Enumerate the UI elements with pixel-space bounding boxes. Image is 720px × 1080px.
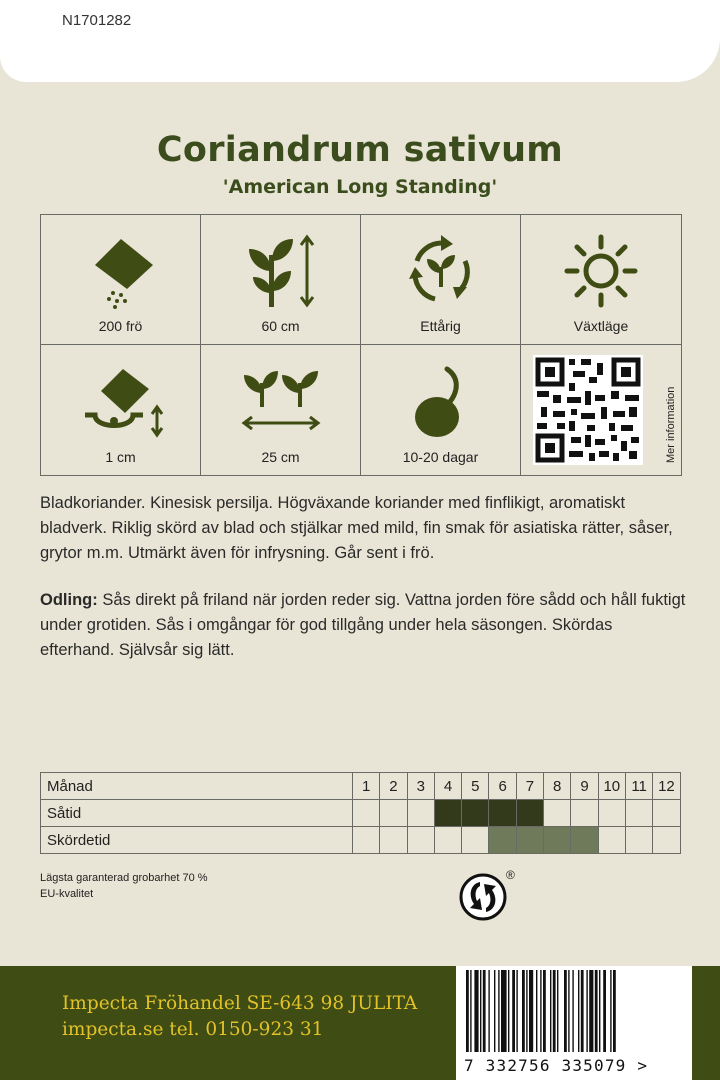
seed-packet-icon	[81, 231, 161, 311]
plant-spacing-label: 25 cm	[261, 449, 300, 465]
barcode-number: 7 332756 335079 >	[456, 1052, 692, 1080]
harvest-time-label: Skördetid	[41, 827, 353, 854]
schedule-cell	[353, 800, 380, 827]
variety-name: 'American Long Standing'	[222, 176, 498, 198]
info-cell-height	[201, 215, 361, 345]
schedule-cell	[407, 800, 434, 827]
month-header: Månad	[41, 773, 353, 800]
sowing-schedule-table	[40, 772, 681, 854]
sowing-time-label: Såtid	[41, 800, 353, 827]
germination-label: 10-20 dagar	[402, 449, 479, 465]
schedule-cell	[380, 827, 407, 854]
eu-quality-label: EU-kvalitet	[40, 888, 94, 900]
schedule-cell-active	[571, 827, 598, 854]
month-cell: 12	[653, 773, 680, 800]
info-cell-lifecycle	[361, 215, 521, 345]
schedule-cell	[544, 800, 571, 827]
info-cell-qr[interactable]	[521, 345, 681, 475]
month-cell: 11	[625, 773, 652, 800]
schedule-cell-active	[544, 827, 571, 854]
position-label: Växtläge	[573, 318, 629, 334]
month-cell: 1	[353, 773, 380, 800]
cultivation-instructions	[40, 588, 690, 663]
company-contact: impecta.se tel. 0150-923 31	[62, 1019, 324, 1040]
schedule-row-sowing	[41, 800, 681, 827]
germination-icon	[401, 361, 481, 441]
schedule-cell-active	[516, 827, 543, 854]
registered-mark: ®	[506, 868, 515, 882]
month-cell: 7	[516, 773, 543, 800]
month-cell: 10	[598, 773, 625, 800]
company-address: Impecta Fröhandel SE-643 98 JULITA	[62, 993, 418, 1014]
schedule-cell-active	[434, 800, 461, 827]
product-code: N1701282	[62, 12, 132, 29]
plant-height-icon	[241, 231, 321, 311]
schedule-cell	[653, 827, 680, 854]
sowing-depth-icon	[71, 361, 171, 441]
month-cell: 2	[380, 773, 407, 800]
month-cell: 8	[544, 773, 571, 800]
cultivation-text: Sås direkt på friland när jorden reder sig. Vattna jorden före sådd och håll fuktigt under grotiden. Sås i omgångar för god tillgång under hela säsongen. Skördas efterhand. Självsår sig lätt.	[40, 591, 686, 659]
month-cell: 3	[407, 773, 434, 800]
schedule-cell-active	[489, 800, 516, 827]
schedule-cell	[353, 827, 380, 854]
info-cell-germination	[361, 345, 521, 475]
lifecycle-label: Ettårig	[420, 318, 461, 334]
plant-spacing-icon	[236, 361, 326, 441]
schedule-cell	[598, 827, 625, 854]
month-cell: 5	[462, 773, 489, 800]
schedule-row-harvest	[41, 827, 681, 854]
schedule-cell-active	[462, 800, 489, 827]
month-cell: 9	[571, 773, 598, 800]
schedule-month-row	[41, 773, 681, 800]
plant-height-label: 60 cm	[261, 318, 300, 334]
schedule-cell	[571, 800, 598, 827]
schedule-cell-active	[489, 827, 516, 854]
sowing-depth-label: 1 cm	[105, 449, 136, 465]
info-cell-seeds	[41, 215, 201, 345]
schedule-cell	[462, 827, 489, 854]
germination-guarantee: Lägsta garanterad grobarhet 70 %	[40, 872, 208, 884]
seed-count-label: 200 frö	[98, 318, 143, 334]
info-cell-depth	[41, 345, 201, 475]
cultivation-heading: Odling:	[40, 591, 98, 609]
schedule-cell	[407, 827, 434, 854]
schedule-cell	[653, 800, 680, 827]
month-cell: 4	[434, 773, 461, 800]
schedule-cell	[625, 800, 652, 827]
product-description: Bladkoriander. Kinesisk persilja. Högväxande koriander med finflikigt, aromatiskt bladverk. Riklig skörd av blad och stjälkar med mild, fin smak för asiatiska rätter, såser, grytor m.m. Utmärkt även för infrysning. Går sent i frö.	[40, 494, 673, 562]
page-title: Coriandrum sativum	[156, 130, 564, 170]
schedule-cell	[598, 800, 625, 827]
info-icon-grid	[40, 214, 682, 476]
annual-cycle-icon	[401, 231, 481, 311]
info-cell-position	[521, 215, 681, 345]
barcode-icon	[456, 966, 692, 1054]
schedule-cell	[625, 827, 652, 854]
schedule-cell-active	[516, 800, 543, 827]
month-cell: 6	[489, 773, 516, 800]
green-dot-recycling-icon	[458, 872, 508, 922]
more-info-label: Mer information	[665, 386, 677, 463]
schedule-cell	[380, 800, 407, 827]
schedule-cell	[434, 827, 461, 854]
info-cell-spacing	[201, 345, 361, 475]
sun-icon	[561, 231, 641, 311]
qr-code-icon[interactable]	[533, 355, 643, 465]
